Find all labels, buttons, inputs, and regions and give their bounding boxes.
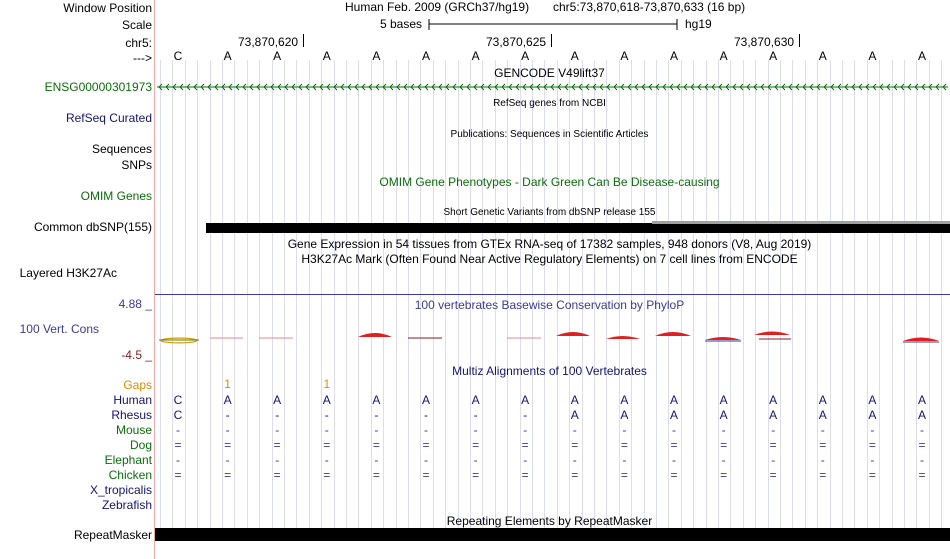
species-mouse-label: Mouse <box>115 423 152 437</box>
dog-base: = <box>174 438 182 452</box>
sequence-base: A <box>471 49 480 63</box>
sequence-base: A <box>620 49 629 63</box>
publications-track-title: Publications: Sequences in Scientific Articles <box>450 129 649 140</box>
track-label-column <box>0 0 154 559</box>
dog-base: = <box>571 438 579 452</box>
elephant-base: - <box>820 453 825 467</box>
snps-track-label[interactable]: SNPs <box>121 158 152 172</box>
rhesus-base: - <box>225 408 230 422</box>
gencode-gene-line[interactable] <box>155 82 950 92</box>
rhesus-base: A <box>769 408 778 422</box>
elephant-base: - <box>275 453 280 467</box>
rhesus-base: A <box>917 408 926 422</box>
mouse-base: - <box>820 423 825 437</box>
species-zebrafish-label: Zebrafish <box>101 498 152 512</box>
dog-base: = <box>868 438 876 452</box>
sequence-base: A <box>372 49 381 63</box>
mouse-base: - <box>324 423 329 437</box>
rhesus-base: A <box>570 408 579 422</box>
refseq-track-label[interactable]: RefSeq Curated <box>65 111 152 125</box>
elephant-base: - <box>572 453 577 467</box>
elephant-base: - <box>672 453 676 467</box>
species-chicken-label: Chicken <box>108 468 152 482</box>
mouse-base: - <box>225 423 230 437</box>
sequence-base: A <box>322 49 331 63</box>
species-dog-label: Dog <box>129 438 152 452</box>
chromosome-label: chr5: <box>125 36 152 50</box>
chicken-base: = <box>720 468 728 482</box>
elephant-base: - <box>920 453 924 467</box>
dog-base: = <box>224 438 232 452</box>
sequence-base: A <box>521 49 530 63</box>
human-base: A <box>322 393 331 407</box>
chicken-base: = <box>372 468 380 482</box>
rhesus-base: A <box>669 408 678 422</box>
chicken-base: = <box>769 468 777 482</box>
human-base: A <box>669 393 678 407</box>
rhesus-base: A <box>719 408 728 422</box>
sequences-track-label[interactable]: Sequences <box>91 142 152 156</box>
rhesus-base: - <box>275 408 280 422</box>
chicken-base: = <box>273 468 281 482</box>
chicken-base: = <box>472 468 480 482</box>
scale-bar-text: 5 bases <box>380 17 423 31</box>
chicken-base: = <box>819 468 827 482</box>
human-base: A <box>521 393 530 407</box>
mouse-base: - <box>424 423 428 437</box>
mouse-base: - <box>374 423 379 437</box>
mouse-base: - <box>870 423 875 437</box>
dog-base: = <box>819 438 827 452</box>
ruler-tick-label-1: 73,870,620 <box>238 35 299 49</box>
dbsnp-track-label[interactable]: Common dbSNP(155) <box>33 220 152 234</box>
elephant-base: - <box>771 453 776 467</box>
multiz-track-title: Multiz Alignments of 100 Vertebrates <box>452 364 647 378</box>
scale-label: Scale <box>121 18 152 32</box>
species-human-label: Human <box>113 393 152 407</box>
sequence-base: A <box>719 49 728 63</box>
mouse-base: - <box>771 423 776 437</box>
window-position-label: Window Position <box>63 1 152 15</box>
sequence-base: A <box>223 49 232 63</box>
chicken-base: = <box>868 468 876 482</box>
scale-bar-assembly: hg19 <box>685 17 712 31</box>
rhesus-base: A <box>818 408 827 422</box>
human-base: A <box>372 393 381 407</box>
dog-base: = <box>372 438 380 452</box>
omim-track-label[interactable]: OMIM Genes <box>80 189 152 203</box>
ruler-tick-label-3: 73,870,630 <box>734 35 795 49</box>
dbsnp-track-title: Short Genetic Variants from dbSNP release 155 <box>443 207 656 218</box>
dog-base: = <box>769 438 777 452</box>
gap-count: 1 <box>224 377 231 391</box>
conservation-track-label[interactable]: 100 Vert. Cons <box>19 322 99 336</box>
mouse-base: - <box>473 423 478 437</box>
phylop-min-label: -4.5 _ <box>121 348 152 362</box>
chicken-base: = <box>174 468 182 482</box>
chicken-base: = <box>224 468 232 482</box>
human-base: A <box>471 393 480 407</box>
elephant-base: - <box>324 453 329 467</box>
chicken-base: = <box>422 468 430 482</box>
chicken-base: = <box>918 468 926 482</box>
mouse-base: - <box>176 423 180 437</box>
gencode-track-title: GENCODE V49lift37 <box>494 66 605 80</box>
sequence-base: A <box>273 49 282 63</box>
rhesus-base: - <box>424 408 428 422</box>
mouse-base: - <box>672 423 676 437</box>
dog-base: = <box>323 438 331 452</box>
sequence-base: A <box>818 49 827 63</box>
gencode-gene-label[interactable]: ENSG00000301973 <box>44 80 152 94</box>
elephant-base: - <box>424 453 428 467</box>
dog-base: = <box>521 438 529 452</box>
omim-track-title: OMIM Gene Phenotypes - Dark Green Can Be Disease-causing <box>379 175 720 189</box>
species-xtropicalis-label: X_tropicalis <box>89 483 152 497</box>
sequence-base: A <box>769 49 778 63</box>
human-base: A <box>719 393 728 407</box>
rhesus-base: - <box>473 408 478 422</box>
sequence-base: A <box>868 49 877 63</box>
repeatmasker-track-title: Repeating Elements by RepeatMasker <box>446 514 653 528</box>
elephant-base: - <box>176 453 180 467</box>
mouse-base: - <box>622 423 627 437</box>
chicken-base: = <box>670 468 678 482</box>
ruler-tick-3 <box>799 34 800 47</box>
chicken-base: = <box>571 468 579 482</box>
chicken-base: = <box>620 468 628 482</box>
human-base: A <box>769 393 778 407</box>
rhesus-base: - <box>324 408 329 422</box>
ruler-tick-2 <box>551 34 552 47</box>
ruler-tick-1 <box>303 34 304 47</box>
phylop-track-title: 100 vertebrates Basewise Conservation by PhyloP <box>414 298 685 312</box>
phylop-top-line <box>155 294 950 295</box>
gaps-label: Gaps <box>123 378 152 392</box>
chicken-base: = <box>521 468 529 482</box>
human-base: A <box>421 393 430 407</box>
elephant-base: - <box>523 453 528 467</box>
mouse-base: - <box>523 423 528 437</box>
dog-base: = <box>720 438 728 452</box>
elephant-base: - <box>374 453 379 467</box>
mouse-base: - <box>721 423 726 437</box>
sequence-base: A <box>570 49 579 63</box>
human-base: A <box>917 393 926 407</box>
repeatmasker-element-bar[interactable] <box>155 528 950 541</box>
rhesus-base: C <box>173 408 183 422</box>
human-base: A <box>818 393 827 407</box>
sequence-base: A <box>917 49 926 63</box>
phylop-max-label: 4.88 _ <box>118 297 152 311</box>
assembly-title: Human Feb. 2009 (GRCh37/hg19) <box>345 0 530 14</box>
dog-base: = <box>620 438 628 452</box>
species-rhesus-label: Rhesus <box>111 408 152 422</box>
h3k27ac-track-title: H3K27Ac Mark (Often Found Near Active Regulatory Elements) on 7 cell lines from ENCODE <box>301 252 798 266</box>
sequence-base: C <box>173 49 183 63</box>
rhesus-base: - <box>374 408 379 422</box>
dog-base: = <box>918 438 926 452</box>
human-base: C <box>173 393 183 407</box>
ruler-tick-label-2: 73,870,625 <box>486 35 547 49</box>
chicken-base: = <box>323 468 331 482</box>
mouse-base: - <box>275 423 280 437</box>
species-elephant-label: Elephant <box>104 453 152 467</box>
human-base: A <box>620 393 629 407</box>
refseq-track-title: RefSeq genes from NCBI <box>493 98 606 109</box>
dbsnp-variant-overlap <box>652 221 950 224</box>
human-base: A <box>868 393 877 407</box>
human-base: A <box>570 393 579 407</box>
window-position: chr5:73,870,618-73,870,633 (16 bp) <box>553 0 746 14</box>
elephant-base: - <box>622 453 627 467</box>
rhesus-base: - <box>523 408 528 422</box>
strand-arrow-label: ---> <box>133 51 152 65</box>
rhesus-base: A <box>620 408 629 422</box>
dog-base: = <box>273 438 281 452</box>
scale-bar <box>428 17 680 31</box>
dog-base: = <box>422 438 430 452</box>
gap-count: 1 <box>323 377 331 391</box>
dbsnp-variant-bar[interactable] <box>206 223 950 233</box>
dog-base: = <box>670 438 678 452</box>
elephant-base: - <box>225 453 230 467</box>
h3k27ac-track-label[interactable]: Layered H3K27Ac <box>19 266 117 280</box>
mouse-base: - <box>920 423 924 437</box>
dog-base: = <box>472 438 480 452</box>
elephant-base: - <box>473 453 478 467</box>
mouse-base: - <box>572 423 577 437</box>
phylop-signal[interactable] <box>155 325 950 350</box>
elephant-base: - <box>870 453 875 467</box>
gtex-track-title: Gene Expression in 54 tissues from GTEx RNA-seq of 17382 samples, 948 donors (V8, Aug 2019) <box>287 237 812 251</box>
rhesus-base: A <box>868 408 877 422</box>
track-image[interactable] <box>155 0 950 559</box>
sequence-base: A <box>421 49 430 63</box>
elephant-base: - <box>721 453 726 467</box>
human-base: A <box>223 393 232 407</box>
repeatmasker-track-label[interactable]: RepeatMasker <box>73 528 152 542</box>
sequence-base: A <box>669 49 678 63</box>
human-base: A <box>273 393 282 407</box>
